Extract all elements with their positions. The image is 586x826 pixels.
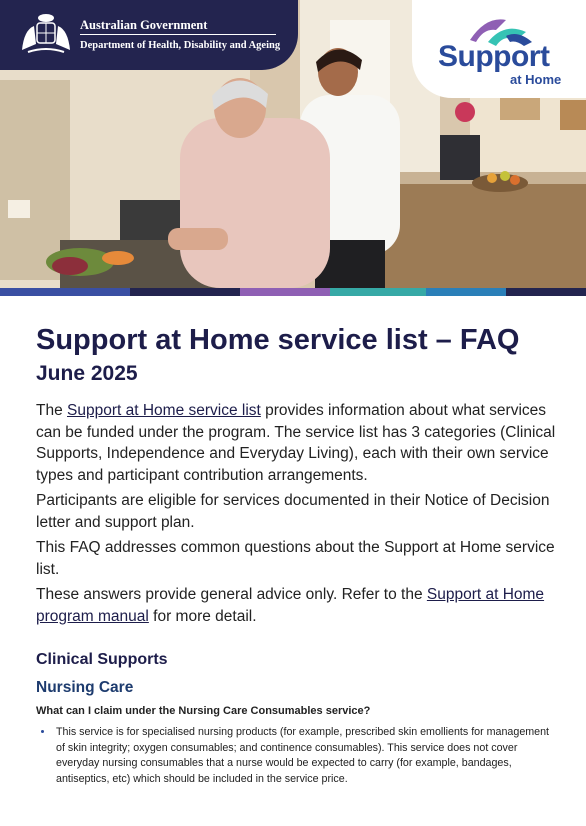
page-title: Support at Home service list – FAQ [36, 324, 520, 356]
department-name: Department of Health, Disability and Ageing [80, 40, 281, 51]
answer-list [36, 725, 556, 787]
intro-paragraph [36, 400, 556, 486]
coat-of-arms-icon [18, 10, 74, 56]
faq-question: What can I claim under the Nursing Care Consumables service? [36, 705, 371, 717]
text-run: provides information about what services can be funded under the program. The service list has 3 categories (Clinical Supports, Independence and Everyday Living), each with their own service types and participant contribution arrangements. [36, 402, 556, 484]
band-segment [506, 288, 586, 296]
government-title: Australian Government [80, 18, 208, 32]
band-segment [330, 288, 426, 296]
advice-paragraph [36, 584, 556, 627]
banner-divider [80, 34, 276, 35]
eligibility-paragraph: Participants are eligible for services documented in their Notice of Decision letter and support plan. [36, 492, 550, 531]
subsection-heading: Nursing Care [36, 679, 134, 696]
band-segment [0, 288, 130, 296]
government-banner [0, 0, 298, 70]
text-run: The [36, 402, 68, 419]
intro-section [36, 400, 556, 627]
text-run: for more detail. [148, 607, 257, 625]
logo-subtitle: at Home [510, 72, 562, 87]
publication-date: June 2025 [36, 362, 138, 385]
document-body [36, 322, 556, 787]
service-list-link[interactable]: Support at Home service list [67, 402, 261, 419]
band-segment [240, 288, 330, 296]
section-heading: Clinical Supports [36, 651, 168, 668]
support-at-home-logo [412, 0, 586, 98]
faq-purpose-paragraph: This FAQ addresses common questions about the Support at Home service list. [36, 539, 555, 578]
band-segment [130, 288, 240, 296]
text-run: These answers provide general advice only. Refer to the [36, 586, 427, 603]
program-manual-link[interactable]: Support at Home program manual [36, 586, 545, 625]
band-segment [426, 288, 506, 296]
answer-bullet: • This service is for specialised nursing products (for example, prescribed skin emollients for management of skin integrity; oxygen consumables; and continence consumables). This service does not cover everyday nursing consumables that a nurse would be expected to carry (for example, bandages, antiseptics, etc) which should be included in the service price. [54, 725, 556, 787]
logo-wordmark: Support [438, 40, 550, 73]
color-band [0, 288, 586, 296]
